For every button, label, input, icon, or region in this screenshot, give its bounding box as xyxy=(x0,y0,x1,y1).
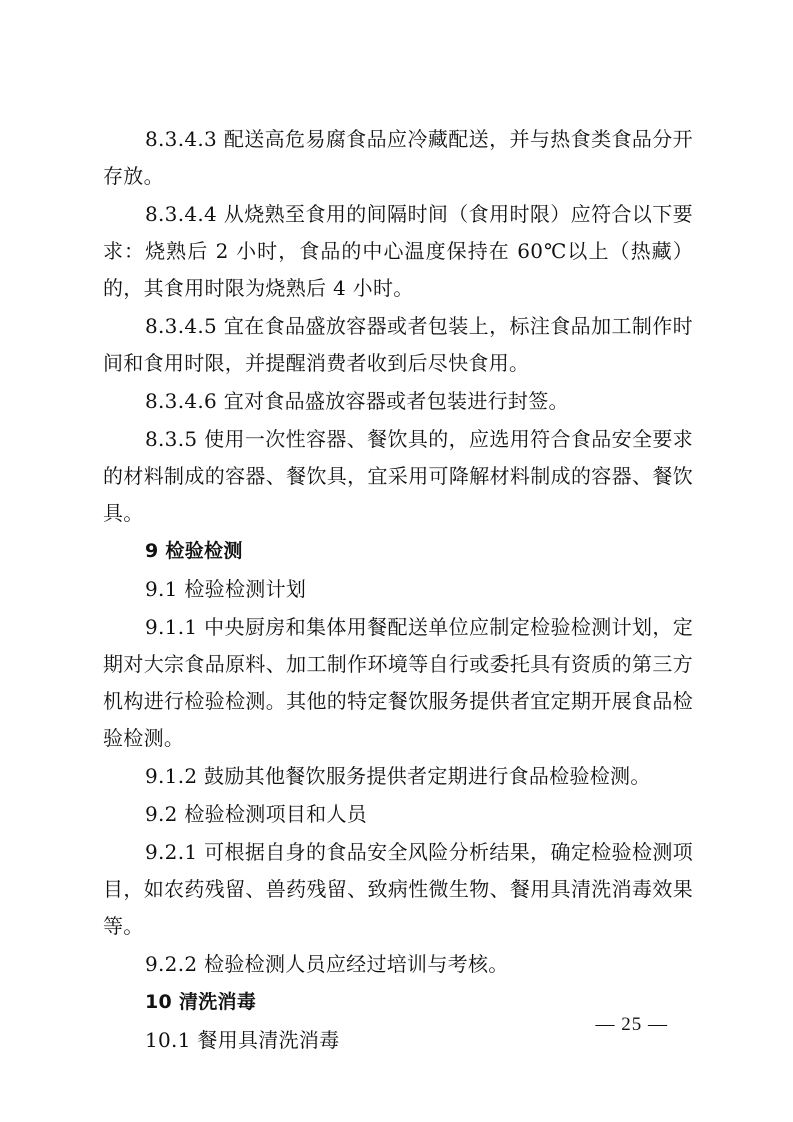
paragraph-9-1-2: 9.1.2 鼓励其他餐饮服务提供者定期进行食品检验检测。 xyxy=(145,764,651,788)
paragraph-8-3-4-4: 8.3.4.4 从烧熟至食用的间隔时间（食用时限）应符合以下要求：烧熟后 2 小时，食品的中心温度保持在 60℃以上（热藏）的，其食用时限为烧熟后 4 小时。 xyxy=(103,202,693,300)
subsection-heading-10-1: 10.1 餐用具清洗消毒 xyxy=(145,1028,340,1052)
section-heading-9: 9 检验检测 xyxy=(145,540,243,562)
page-number: — 25 — xyxy=(595,1014,668,1035)
paragraph-9-2-2: 9.2.2 检验检测人员应经过培训与考核。 xyxy=(145,952,509,976)
subsection-heading-9-1: 9.1 检验检测计划 xyxy=(145,577,307,601)
document-body xyxy=(103,121,693,1059)
paragraph-8-3-4-3: 8.3.4.3 配送高危易腐食品应冷藏配送，并与热食类食品分开存放。 xyxy=(103,127,693,188)
section-heading-10: 10 清洗消毒 xyxy=(145,991,257,1013)
subsection-heading-9-2: 9.2 检验检测项目和人员 xyxy=(145,802,368,826)
paragraph-9-1-1: 9.1.1 中央厨房和集体用餐配送单位应制定检验检测计划，定期对大宗食品原料、加工制作环境等自行或委托具有资质的第三方机构进行检验检测。其他的特定餐饮服务提供者宜定期开展食品检验检测。 xyxy=(103,615,693,750)
paragraph-9-2-1: 9.2.1 可根据自身的食品安全风险分析结果，确定检验检测项目，如农药残留、兽药残留、致病性微生物、餐用具清洗消毒效果等。 xyxy=(103,840,693,938)
paragraph-8-3-4-6: 8.3.4.6 宜对食品盛放容器或者包装进行封签。 xyxy=(145,389,569,413)
paragraph-8-3-4-5: 8.3.4.5 宜在食品盛放容器或者包装上，标注食品加工制作时间和食用时限，并提醒消费者收到后尽快食用。 xyxy=(103,314,693,375)
paragraph-8-3-5: 8.3.5 使用一次性容器、餐饮具的，应选用符合食品安全要求的材料制成的容器、餐饮具，宜采用可降解材料制成的容器、餐饮具。 xyxy=(103,427,693,525)
